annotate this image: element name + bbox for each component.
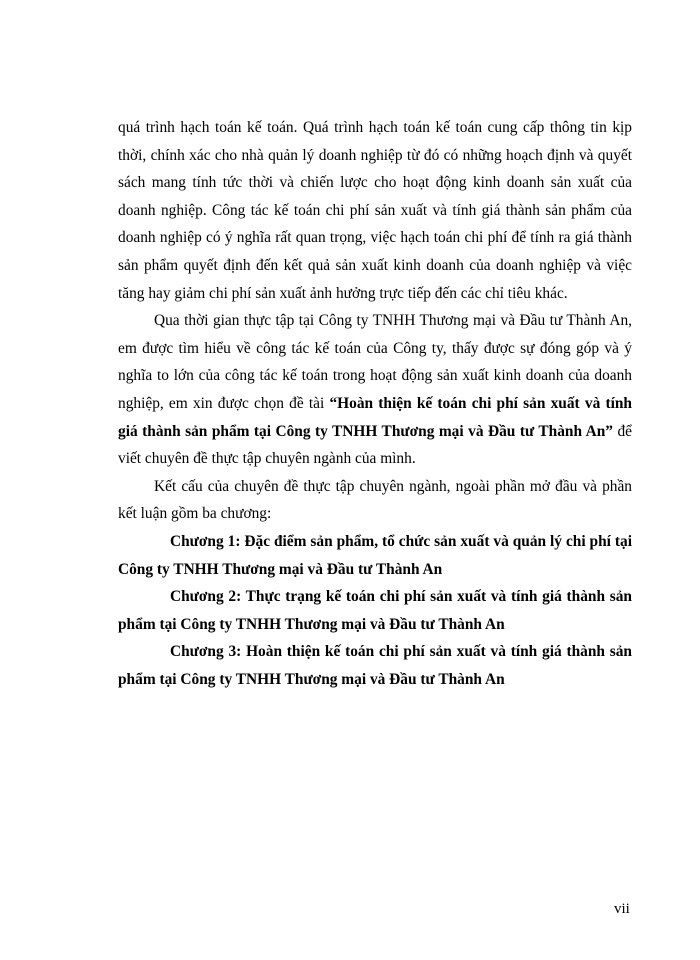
paragraph-intro-continuation: quá trình hạch toán kế toán. Quá trình hạch toán kế toán cung cấp thông tin kịp thời, chính xác cho nhà quản lý doanh nghiệp từ đó có những hoạch định và quyết sách mang tính tức thời và chiến lược cho hoạt động kinh doanh sản xuất của doanh nghiệp. Công tác kế toán chi phí sản xuất và tính giá thành sản phẩm của doanh nghiệp có ý nghĩa rất quan trọng, việc hạch toán chi phí để tính ra giá thành sản phẩm quyết định đến kết quả sản xuất kinh doanh của doanh nghiệp và việc tăng hay giảm chi phí sản xuất ảnh hưởng trực tiếp đến các chỉ tiêu khác. bbox=[118, 119, 632, 302]
document-body bbox=[118, 114, 632, 693]
paragraph-internship-topic bbox=[118, 307, 632, 473]
topic-intro-text: Qua thời gian thực tập tại Công ty TNHH Thương mại và Đầu tư Thành An, em được tìm hiểu về công tác kế toán của Công ty, thấy được sự đóng góp và ý nghĩa to lớn của công tác kế toán trong hoạt động sản xuất kinh doanh của doanh nghiệp, em xin được chọn đề tài bbox=[118, 312, 632, 412]
paragraph-structure: Kết cấu của chuyên đề thực tập chuyên ngành, ngoài phần mở đầu và phần kết luận gồm ba chương: bbox=[118, 477, 632, 523]
chapter-1-heading: Chương 1: Đặc điểm sản phẩm, tổ chức sản xuất và quản lý chi phí tại Công ty TNHH Thương mại và Đầu tư Thành An bbox=[118, 532, 632, 578]
page-number: vii bbox=[614, 901, 630, 917]
thesis-topic-title: “Hoàn thiện kế toán chi phí sản xuất và tính giá thành sản phẩm tại Công ty TNHH Thương mại và Đầu tư Thành An” bbox=[118, 394, 632, 440]
chapter-2-heading: Chương 2: Thực trạng kế toán chi phí sản xuất và tính giá thành sản phẩm tại Công ty TNHH Thương mại và Đầu tư Thành An bbox=[118, 588, 632, 633]
topic-closing-text: để viết chuyên đề thực tập chuyên ngành của mình. bbox=[118, 422, 632, 468]
chapter-3-heading: Chương 3: Hoàn thiện kế toán chi phí sản xuất và tính giá thành sản phẩm tại Công ty TNHH Thương mại và Đầu tư Thành An bbox=[118, 643, 632, 688]
